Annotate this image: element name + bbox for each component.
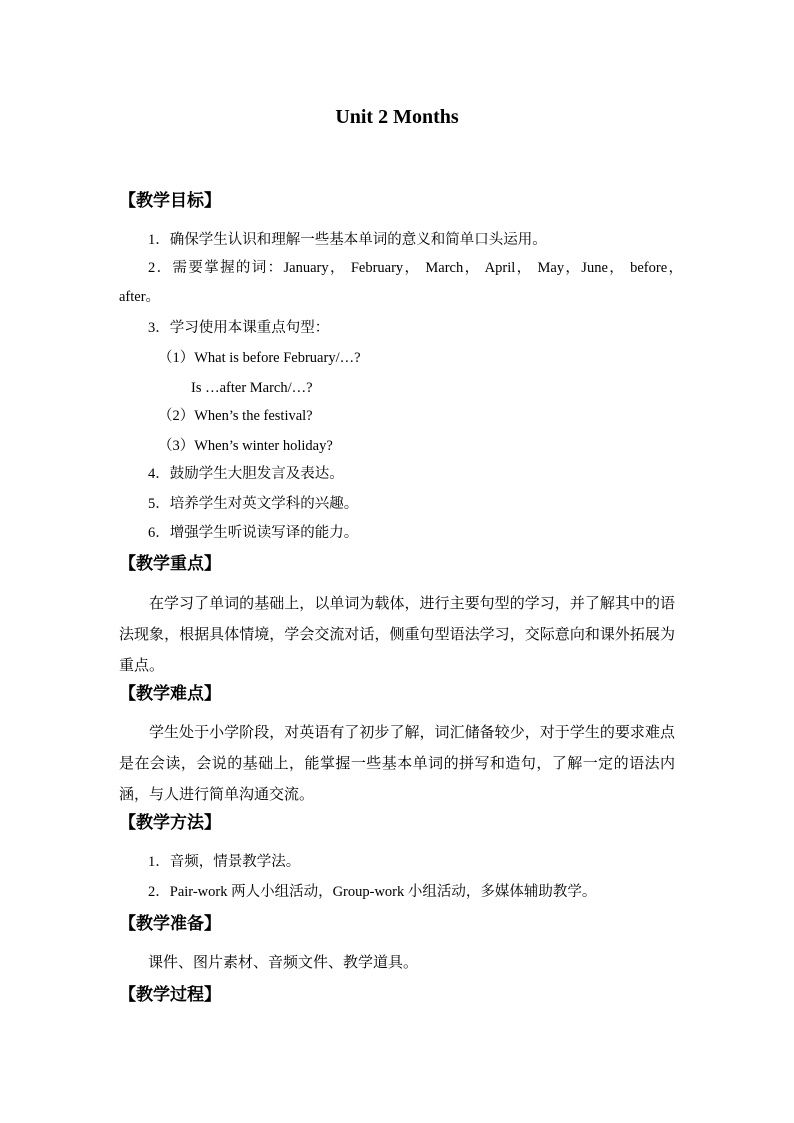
objective-sentence-1: （1）What is before February/…?	[158, 350, 361, 366]
objective-item-3: 3．学习使用本课重点句型：	[148, 320, 330, 336]
preparation-text: 课件、图片素材、音频文件、教学道具。	[148, 955, 419, 971]
heading-methods: 【教学方法】	[119, 813, 221, 833]
difficulties-text: 学生处于小学阶段，对英语有了初步了解，词汇储备较少，对于学生的要求难点是在会读，会说的基础上，能掌握一些基本单词的拼写和造句，了解一定的语法内涵，与人进行简单沟通交流。	[119, 725, 675, 803]
key-points-text: 在学习了单词的基础上，以单词为载体，进行主要句型的学习，并了解其中的语法现象，根据具体情境，学会交流对话，侧重句型语法学习，交际意向和课外拓展为重点。	[119, 596, 675, 674]
objective-item-4: 4．鼓励学生大胆发言及表达。	[148, 466, 344, 482]
heading-preparation: 【教学准备】	[119, 914, 221, 934]
objective-item-5: 5．培养学生对英文学科的兴趣。	[148, 496, 359, 512]
heading-difficulties: 【教学难点】	[119, 684, 221, 704]
heading-key-points: 【教学重点】	[119, 554, 221, 574]
method-item-2: 2．Pair-work 两人小组活动，Group-work 小组活动，多媒体辅助教学。	[148, 884, 597, 900]
document-title: Unit 2 Months	[335, 106, 459, 128]
objective-item-6: 6．增强学生听说读写译的能力。	[148, 525, 359, 541]
method-item-1: 1．音频，情景教学法。	[148, 854, 301, 870]
heading-process: 【教学过程】	[119, 985, 221, 1005]
objective-sentence-1b: Is …after March/…?	[191, 380, 313, 396]
objective-sentence-2: （2）When’s the festival?	[158, 408, 313, 424]
heading-objectives: 【教学目标】	[119, 191, 221, 211]
objective-item-2: 2．需要掌握的词：January， February， March， April， May，June， before，after。	[119, 260, 683, 305]
objective-sentence-3: （3）When’s winter holiday?	[158, 438, 333, 454]
objective-item-1: 1．确保学生认识和理解一些基本单词的意义和简单口头运用。	[148, 232, 547, 248]
